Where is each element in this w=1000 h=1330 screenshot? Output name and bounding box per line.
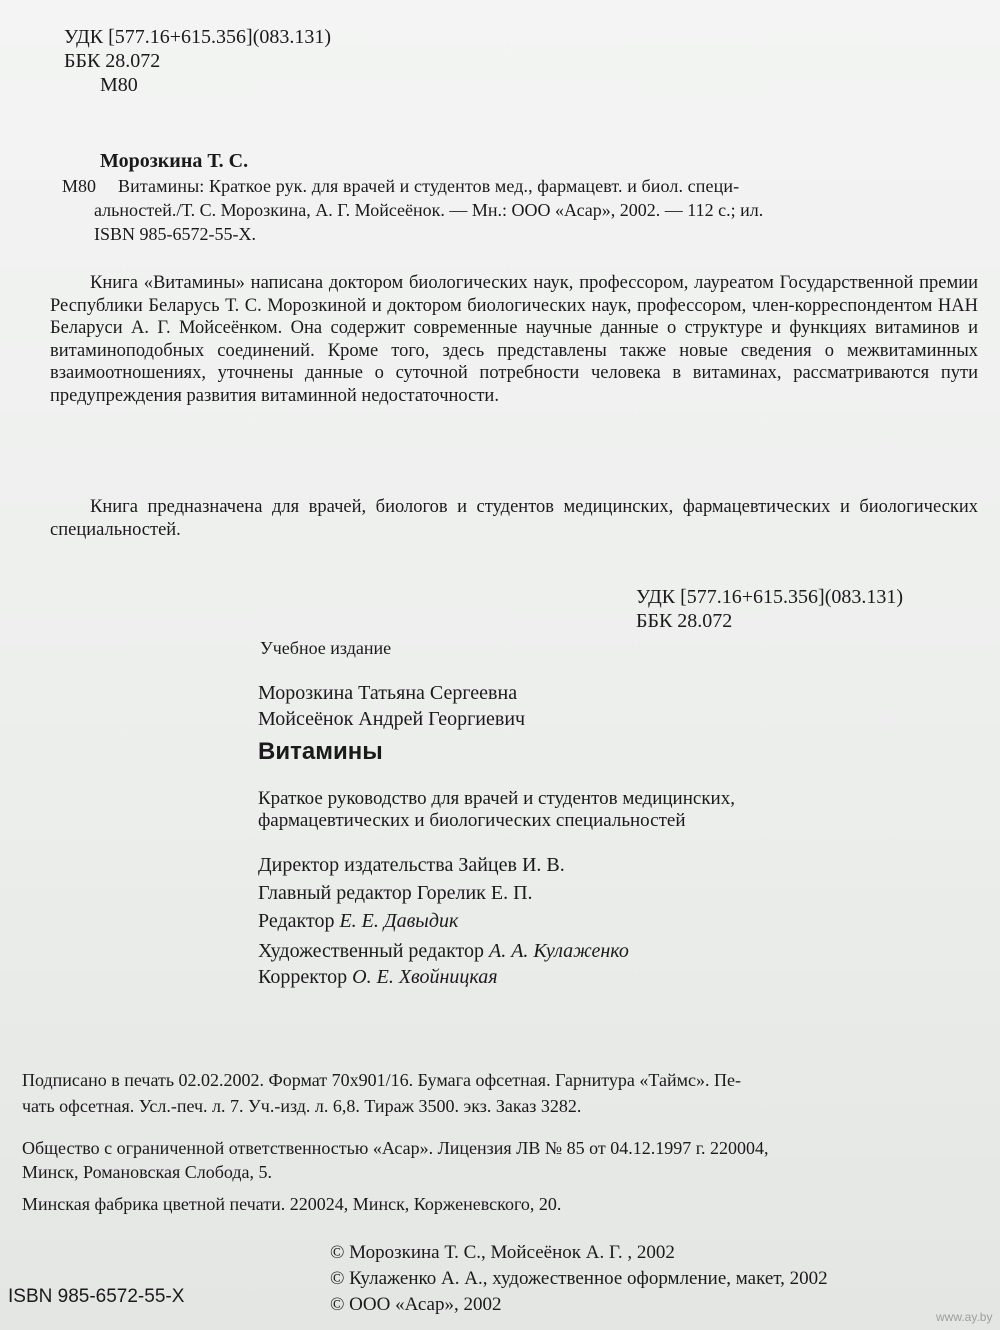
copyright-2: © Кулаженко А. А., художественное оформление, макет, 2002 — [330, 1268, 828, 1289]
annotation-paragraph-1 — [50, 272, 978, 407]
right-udk: УДК [577.16+615.356](083.131) — [636, 586, 904, 608]
book-title: Витамины — [258, 738, 383, 765]
annotation-text-2: Книга предназначена для врачей, биологов и студентов медицинских, фармацевтических и биологических специальностей. — [50, 497, 978, 540]
staff-name: Зайцев И. В. — [458, 854, 565, 876]
staff-name: А. А. Кулаженко — [489, 940, 629, 962]
copyright-3: © ООО «Асар», 2002 — [330, 1294, 502, 1315]
staff-name: Горелик Е. П. — [416, 882, 533, 904]
catalog-code: М80 — [62, 176, 97, 196]
staff-proofreader — [258, 966, 498, 989]
book-subtitle-2: фармацевтических и биологических специальностей — [258, 810, 686, 831]
watermark: www.ay.by — [936, 1310, 993, 1324]
book-subtitle-1: Краткое руководство для врачей и студентов медицинских, — [258, 788, 735, 809]
copyright-1: © Морозкина Т. С., Мойсеёнок А. Г. , 2002 — [330, 1242, 675, 1263]
imprint-line-3: Общество с ограниченной ответственностью «Асар». Лицензия ЛВ № 85 от 04.12.1997 г. 220004, — [22, 1138, 769, 1158]
catalog-isbn: ISBN 985-6572-55-X. — [94, 224, 256, 244]
staff-art-editor — [258, 940, 629, 963]
header-bbk: ББК 28.072 — [64, 50, 161, 72]
staff-director — [258, 854, 565, 877]
staff-role: Главный редактор — [258, 882, 412, 904]
imprint-line-2: чать офсетная. Усл.-печ. л. 7. Уч.-изд. л. 6,8. Тираж 3500. экз. Заказ 3282. — [22, 1096, 582, 1116]
annotation-paragraph-2 — [50, 496, 978, 541]
catalog-line2: альностей./Т. С. Морозкина, А. Г. Мойсеёнок. — Мн.: ООО «Асар», 2002. — 112 с.; ил. — [94, 200, 764, 220]
staff-editor — [258, 910, 458, 933]
staff-role: Директор издательства — [258, 854, 454, 876]
catalog-author: Морозкина Т. С. — [100, 150, 249, 172]
right-bbk: ББК 28.072 — [636, 610, 733, 632]
header-udk: УДК [577.16+615.356](083.131) — [64, 26, 332, 48]
staff-role: Корректор — [258, 966, 348, 988]
staff-role: Редактор — [258, 910, 335, 932]
imprint-line-4: Минск, Романовская Слобода, 5. — [22, 1162, 273, 1182]
edition-author-2: Мойсеёнок Андрей Георгиевич — [258, 708, 526, 730]
imprint-line-1: Подписано в печать 02.02.2002. Формат 70х901/16. Бумага офсетная. Гарнитура «Таймс». Пе- — [22, 1070, 741, 1090]
isbn-footer: ISBN 985-6572-55-X — [8, 1286, 185, 1307]
catalog-line1: Витамины: Краткое рук. для врачей и студентов мед., фармацевт. и биол. специ- — [118, 176, 740, 196]
header-code: М80 — [100, 74, 138, 96]
edition-author-1: Морозкина Татьяна Сергеевна — [258, 682, 518, 704]
annotation-text-1: Книга «Витамины» написана доктором биологических наук, профессором, лауреатом Государственной премии Республики Беларусь Т. С. Морозкиной и доктором биологических наук, профессором, член-корреспондентом НАН Беларуси А. Г. Мойсеёнком. Она содержит современные научные данные о структуре и функциях витаминов и витаминоподобных соединений. Кроме того, здесь представлены также новые сведения о межвитаминных взаимоотношениях, уточнены данные о суточной потребности человека в витаминах, рассматриваются пути предупреждения развития витаминной недостаточности. — [50, 273, 978, 406]
staff-name: О. Е. Хвойницкая — [352, 966, 498, 988]
staff-role: Художественный редактор — [258, 940, 484, 962]
imprint-line-5: Минская фабрика цветной печати. 220024, Минск, Корженевского, 20. — [22, 1194, 562, 1214]
edition-type: Учебное издание — [260, 638, 392, 658]
staff-name: Е. Е. Давыдик — [339, 910, 459, 932]
staff-chief-editor — [258, 882, 533, 905]
